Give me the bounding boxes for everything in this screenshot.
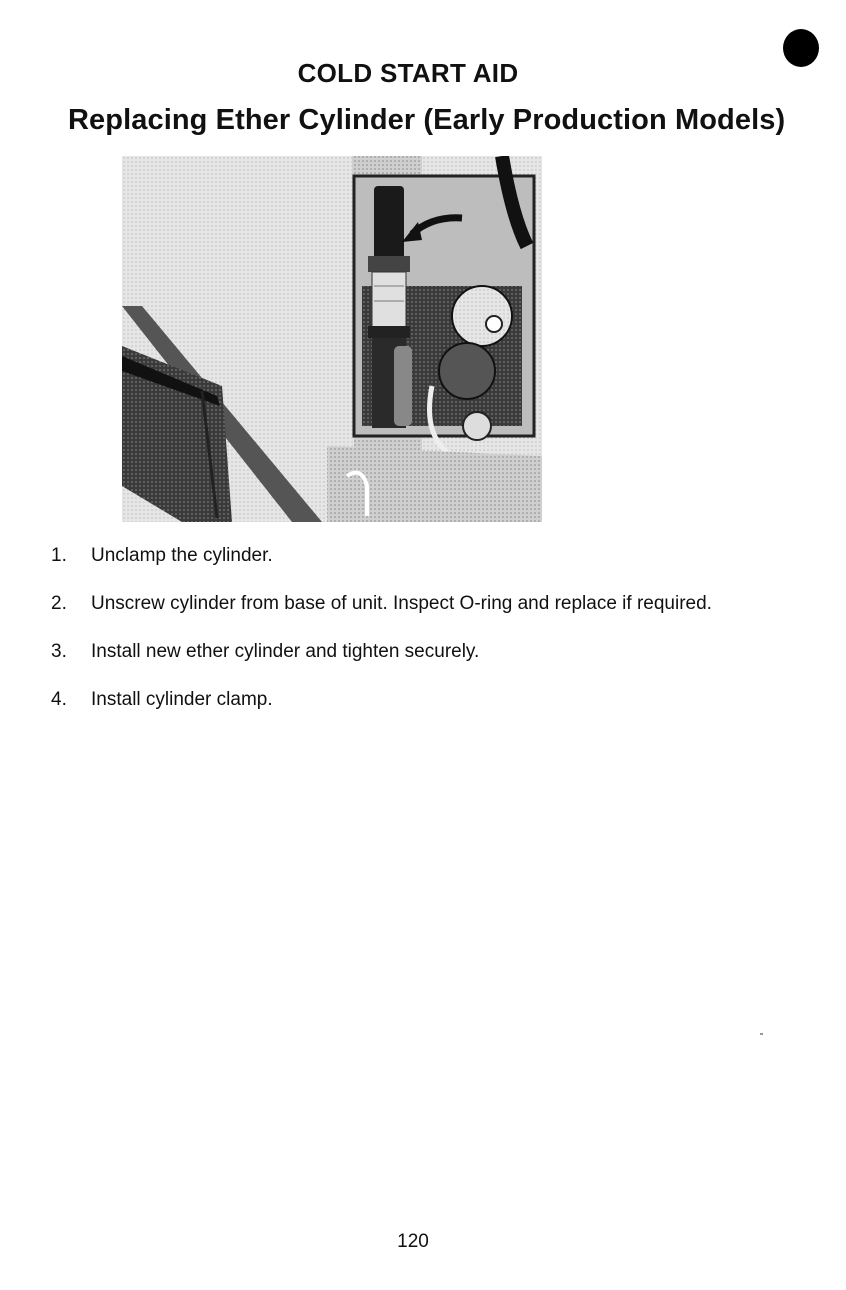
- print-speck: [760, 1033, 763, 1035]
- list-item: [51, 544, 821, 568]
- step-text: Install cylinder clamp.: [91, 689, 273, 710]
- section-title: COLD START AID: [297, 58, 519, 88]
- list-item: [51, 688, 821, 712]
- step-number: 3.: [51, 641, 67, 662]
- list-item: [51, 640, 821, 664]
- step-text: Unclamp the cylinder.: [91, 545, 273, 566]
- page-number: 120: [397, 1231, 429, 1252]
- step-number: 4.: [51, 689, 67, 710]
- step-text: Unscrew cylinder from base of unit. Inspect O-ring and replace if required.: [91, 593, 712, 614]
- ether-cylinder-photo: [122, 156, 542, 522]
- step-text: Install new ether cylinder and tighten securely.: [91, 641, 480, 662]
- page-heading: Replacing Ether Cylinder (Early Production Models): [68, 104, 786, 136]
- instruction-list: [51, 544, 821, 736]
- step-number: 1.: [51, 545, 67, 566]
- step-number: 2.: [51, 593, 67, 614]
- list-item: [51, 592, 821, 616]
